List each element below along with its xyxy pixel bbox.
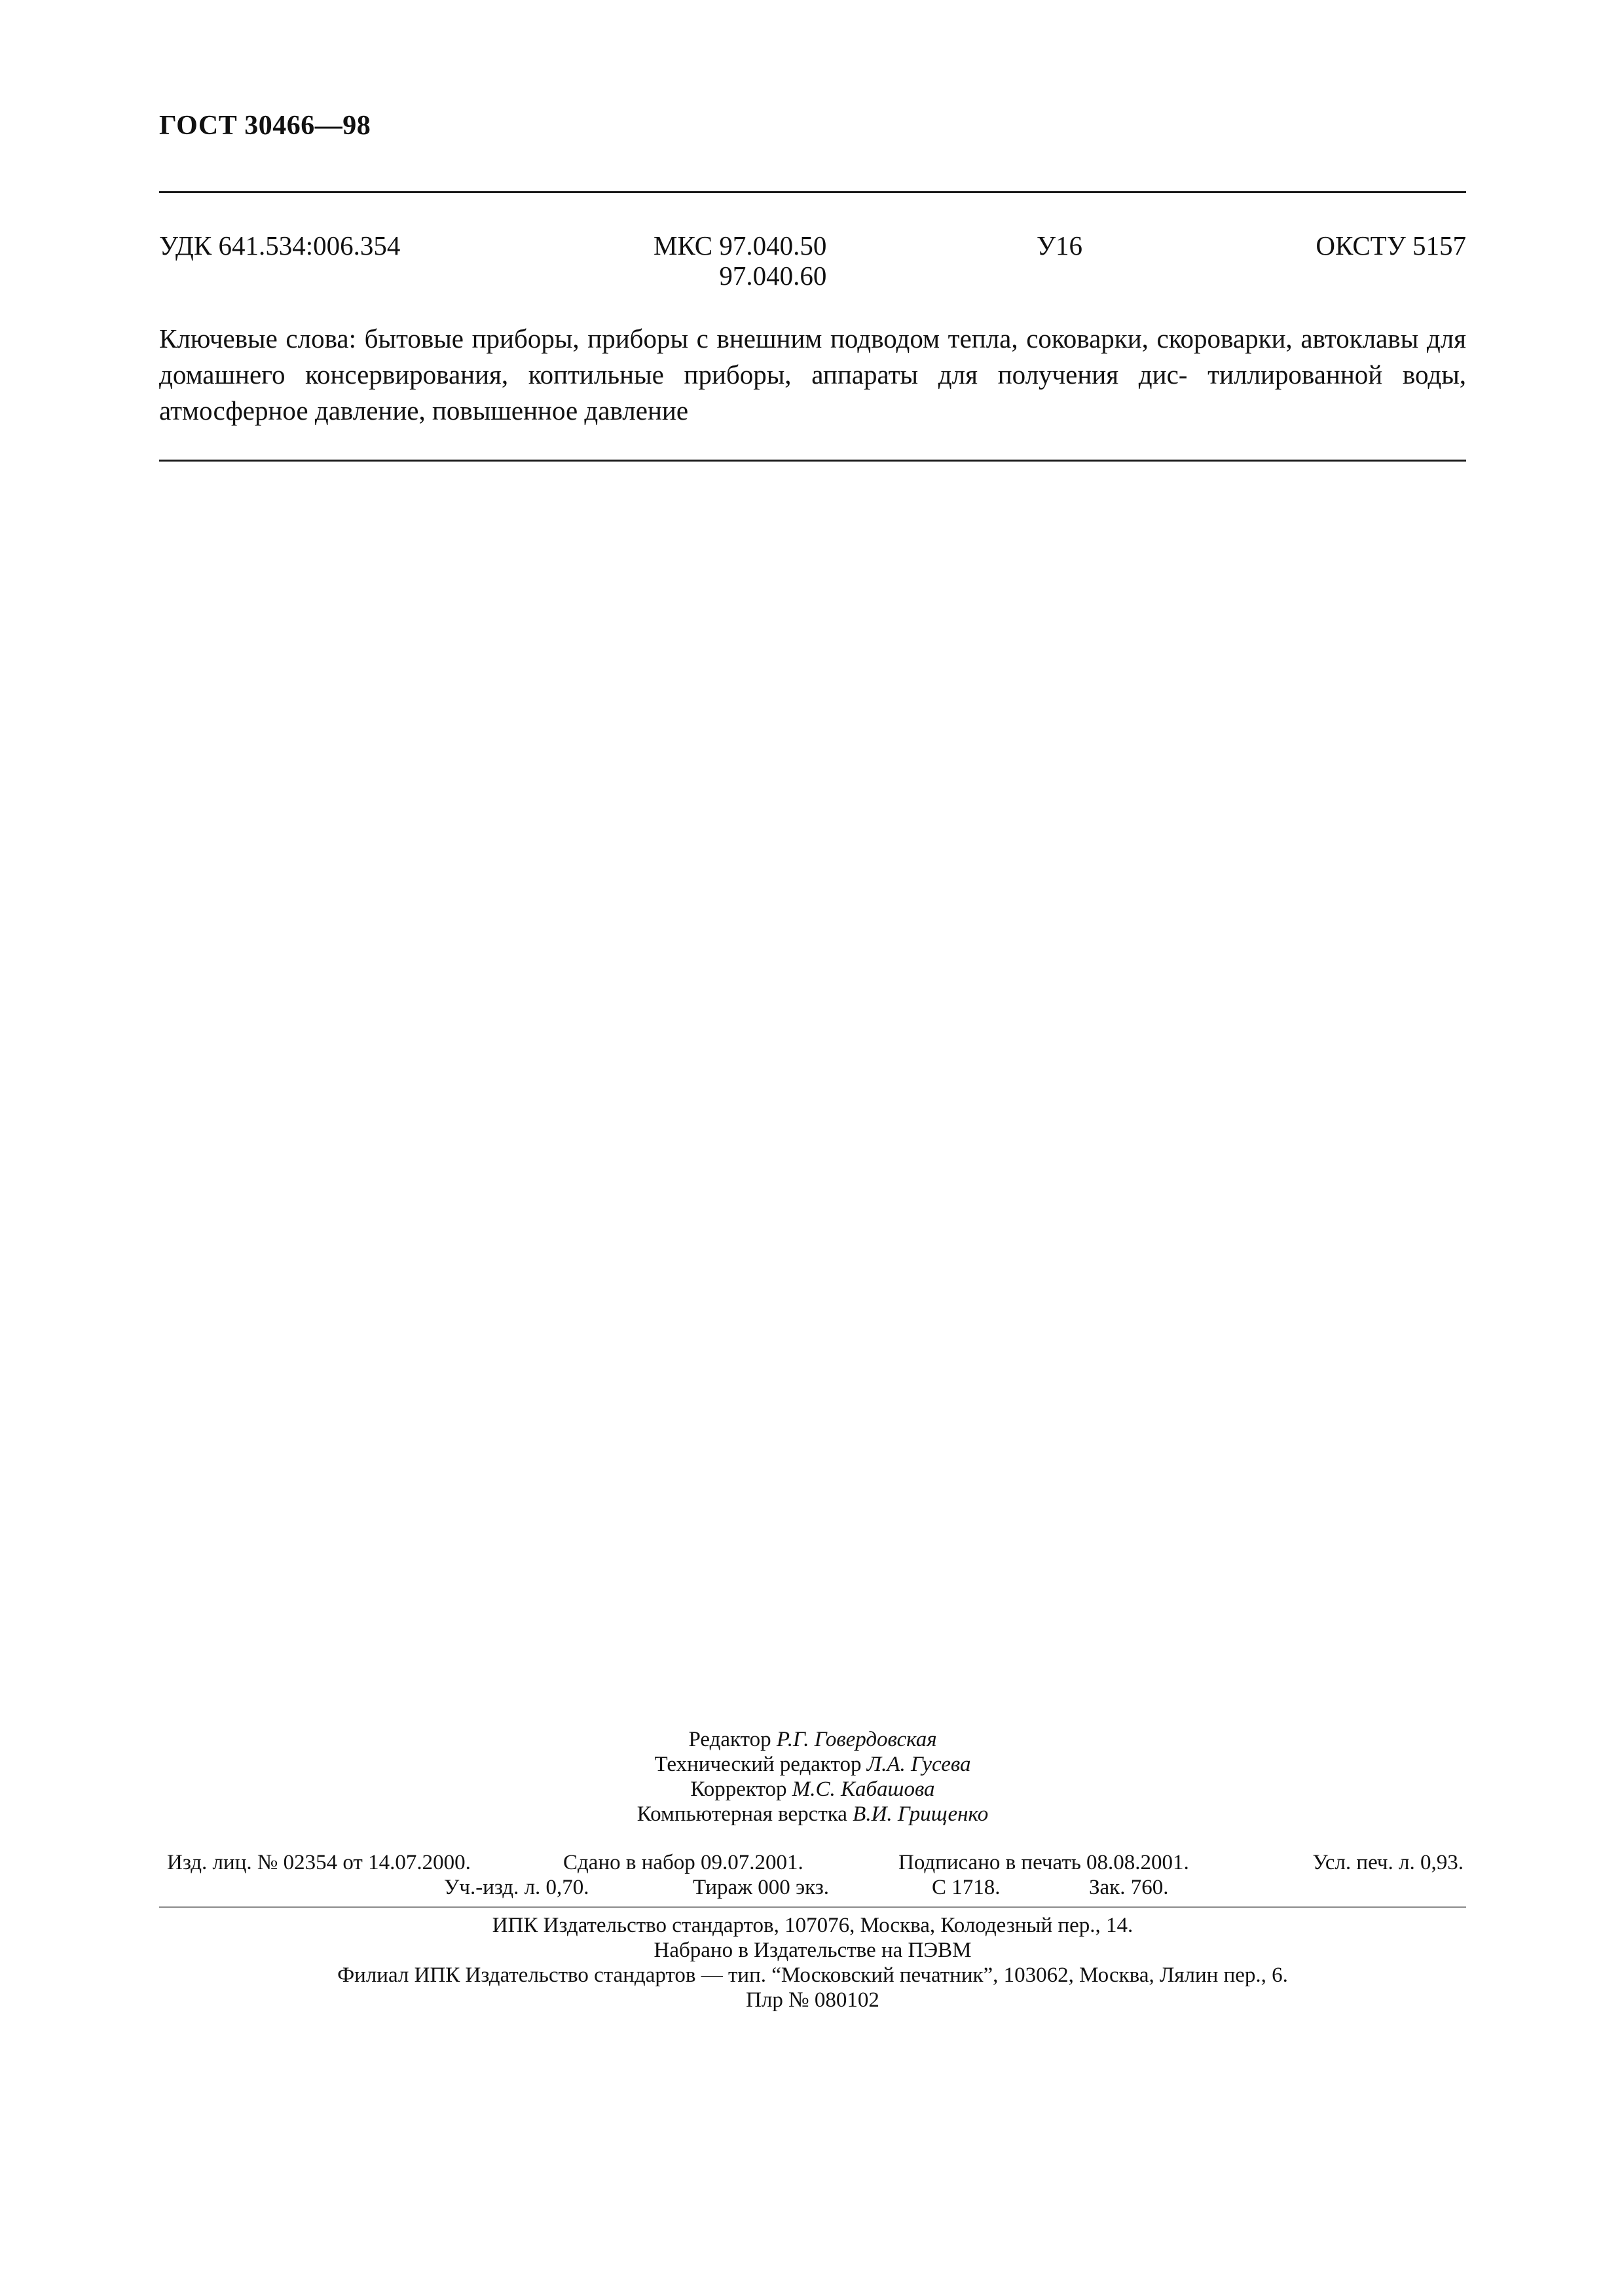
keywords-bottom-rule [159, 460, 1466, 462]
credit-proofreader: Корректор М.С. Кабашова [690, 1777, 935, 1801]
publisher-sheets: Уч.-изд. л. 0,70. [444, 1876, 589, 1899]
imprint-block [159, 1913, 1466, 2013]
mks-code-2: 97.040.60 [719, 261, 827, 291]
editorial-credits [159, 1727, 1466, 1827]
c-number: С 1718. [932, 1876, 1001, 1899]
typesetting-date: Сдано в набор 09.07.2001. [563, 1851, 803, 1874]
keywords-paragraph [159, 321, 1466, 429]
print-sheets: Усл. печ. л. 0,93. [1312, 1851, 1464, 1874]
credit-technical-editor: Технический редактор Л.А. Гусева [654, 1753, 971, 1776]
mks-codes [654, 230, 826, 291]
udk-code: УДК 641.534:006.354 [159, 230, 401, 261]
keywords-line-3: тиллированной воды, атмосферное давление, повышенное давление [159, 359, 1466, 426]
okstu-code: ОКСТУ 5157 [1316, 230, 1466, 261]
imprint-rule [159, 1906, 1466, 1908]
u-code: У16 [1037, 230, 1083, 261]
credit-editor: Редактор Р.Г. Говердовская [688, 1728, 937, 1751]
imprint-line-3: Филиал ИПК Издательство стандартов — тип. “Московский печатник”, 103062, Москва, Лялин пер., 6. [337, 1963, 1288, 1987]
keywords-line-2: автоклавы для домашнего консервирования, коптильные приборы, аппараты для получения дис- [159, 323, 1467, 390]
keywords-line-1: Ключевые слова: бытовые приборы, приборы с внешним подводом тепла, соковарки, скороварки, [159, 323, 1293, 354]
standard-designation: ГОСТ 30466—98 [159, 111, 371, 141]
credit-layout: Компьютерная верстка В.И. Грищенко [636, 1802, 989, 1826]
imprint-line-1: ИПК Издательство стандартов, 107076, Москва, Колодезный пер., 14. [492, 1914, 1134, 1937]
imprint-line-2: Набрано в Издательстве на ПЭВМ [654, 1939, 972, 1962]
circulation: Тираж 000 экз. [693, 1876, 829, 1899]
license-number: Изд. лиц. № 02354 от 14.07.2000. [167, 1851, 471, 1874]
mks-code-1: МКС 97.040.50 [654, 230, 827, 261]
print-signed-date: Подписано в печать 08.08.2001. [898, 1851, 1189, 1874]
top-rule [159, 191, 1466, 193]
imprint-line-4: Плр № 080102 [746, 1988, 879, 2012]
order-number: Зак. 760. [1089, 1876, 1169, 1899]
